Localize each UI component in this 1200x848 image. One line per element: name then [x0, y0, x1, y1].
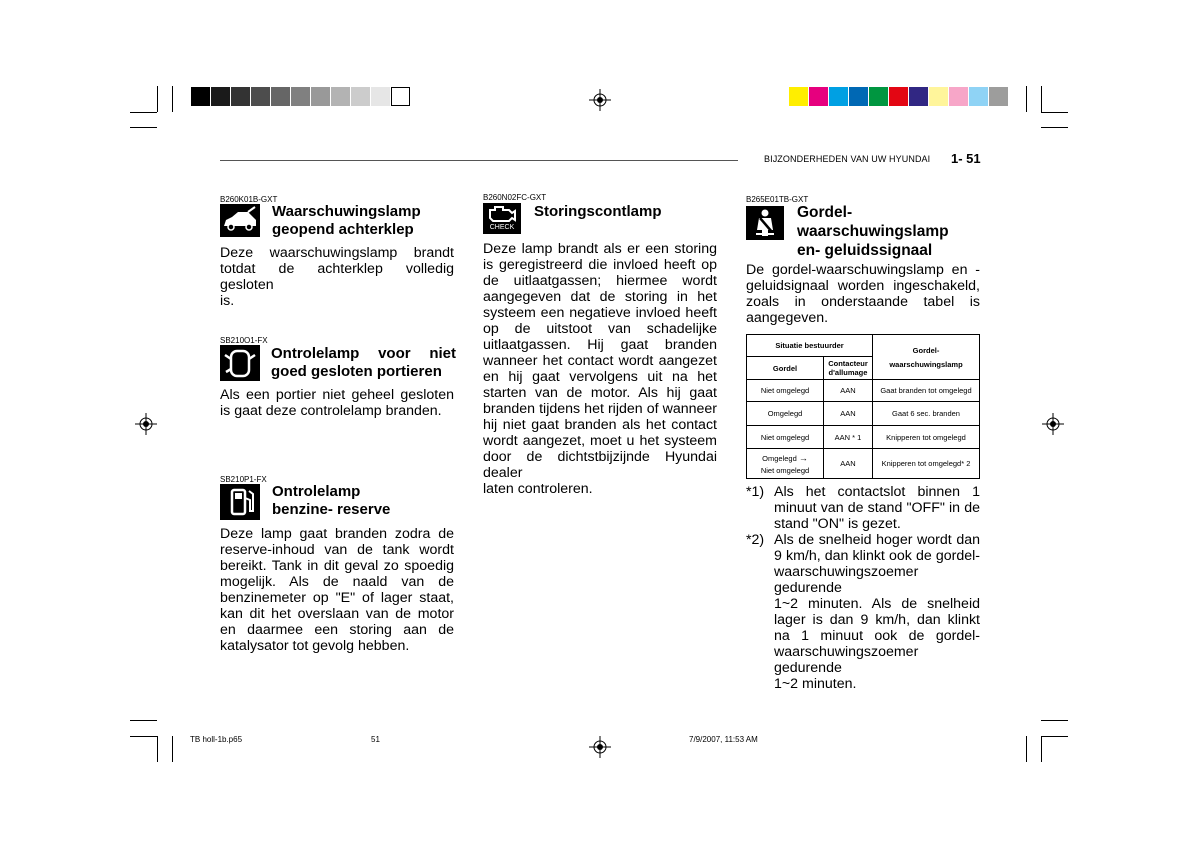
color-swatch	[869, 87, 888, 106]
section-title	[272, 203, 421, 239]
header-line: d'allumage	[828, 368, 868, 377]
color-swatch	[969, 87, 988, 106]
text-line: stand "ON" is gezet.	[774, 516, 901, 532]
footer-file: TB holl-1b.p65	[190, 735, 243, 744]
section-title: Storingscontlamp	[534, 203, 662, 220]
title-line: en- geluidssignaal	[797, 242, 933, 259]
header-line: waarschuwingslamp	[889, 359, 963, 369]
section-code: B260K01B-GXT	[220, 195, 278, 204]
title-line: Waarschuwingslamp	[272, 203, 421, 220]
color-swatch	[211, 87, 230, 106]
color-swatch	[929, 87, 948, 106]
arrow-icon: →	[798, 452, 808, 463]
text-line: waarschuwingszoemer gedurende	[774, 644, 919, 676]
text-line: laten controleren.	[483, 481, 593, 497]
section-title	[272, 483, 390, 519]
text-line: en daarmee een storing aan de	[220, 622, 454, 638]
header-line: Gordel-	[912, 345, 940, 355]
cell-text: Omgelegd	[762, 453, 797, 463]
color-swatch	[191, 87, 210, 106]
footnote-text	[774, 484, 980, 532]
title-line: benzine- reserve	[272, 501, 391, 518]
color-swatch	[849, 87, 868, 106]
footnotes	[746, 484, 980, 692]
section-body	[220, 387, 454, 419]
text-line: Deze waarschuwingslamp brandt	[220, 245, 454, 261]
color-swatch	[331, 87, 350, 106]
section-code: B260N02FC-GXT	[483, 193, 547, 202]
color-swatch	[231, 87, 250, 106]
color-swatch	[809, 87, 828, 106]
footer-timestamp: 7/9/2007, 11:53 AM	[689, 735, 758, 744]
footer-page: 51	[371, 735, 380, 744]
table-cell: AAN	[824, 402, 873, 426]
table-cell: AAN	[824, 449, 873, 479]
text-line: minuut van de stand "OFF" in de	[774, 500, 980, 516]
door-open-icon	[220, 345, 260, 381]
text-line: branden tijdens het rijden of wanneer	[483, 401, 717, 417]
text-line: De gordel-waarschuwingslamp en -	[746, 262, 980, 278]
color-swatch	[789, 87, 808, 106]
text-line: bereikt. Tank in dit geval zo spoedig	[220, 558, 454, 574]
text-line: zoals in onderstaande tabel is	[746, 294, 980, 310]
color-swatch	[271, 87, 290, 106]
seatbelt-icon	[746, 206, 784, 240]
header-rule	[220, 160, 738, 161]
text-line: wanneer het contact wordt aangezet	[483, 353, 717, 369]
section-code: B265E01TB-GXT	[746, 195, 809, 204]
text-line: mogelijk. Als de naald van de	[220, 574, 454, 590]
table-cell: Niet omgelegd	[747, 380, 824, 402]
text-line: Als het contactslot binnen 1	[774, 484, 980, 500]
table-row	[747, 426, 980, 449]
text-line: wordt aangezet, moet u het systeem	[483, 433, 717, 449]
text-line: uitlaatgassen. Hij gaat branden	[483, 337, 717, 353]
color-swatch	[391, 87, 410, 106]
title-line: goed gesloten portieren	[271, 363, 442, 380]
text-line: 1~2 minuten. Als de snelheid	[774, 596, 980, 612]
page-number: 1- 51	[951, 151, 981, 166]
text-line: 9 km/h, dan klinkt ook de gordel-	[774, 548, 980, 564]
section-body	[483, 241, 717, 497]
color-swatch	[989, 87, 1008, 106]
color-swatch	[251, 87, 270, 106]
table-row	[747, 402, 980, 426]
text-line: aangegeven.	[746, 310, 829, 326]
footnote	[746, 484, 980, 532]
table-cell: Omgelegd	[747, 402, 824, 426]
table-header	[873, 335, 980, 380]
car-trunk-open-icon	[220, 204, 260, 237]
check-label: CHECK	[489, 224, 515, 231]
color-swatch	[829, 87, 848, 106]
registration-mark-icon	[589, 89, 611, 111]
color-swatch	[949, 87, 968, 106]
text-line: na 1 minuut ook de gordel-	[774, 628, 980, 644]
section-body	[220, 526, 454, 654]
text-line: op de uitstoot van schadelijke	[483, 321, 717, 337]
text-line: is.	[220, 293, 235, 309]
footnote-key: *1)	[746, 484, 765, 500]
text-line: Deze lamp gaat branden zodra de	[220, 526, 454, 542]
table-cell: Knipperen tot omgelegd* 2	[873, 449, 980, 479]
fuel-pump-icon	[220, 484, 260, 520]
text-line: totdat de achterklep volledig gesloten	[220, 261, 454, 293]
table-cell: Niet omgelegd	[747, 426, 824, 449]
section-code: SB210P1-FX	[220, 475, 267, 484]
title-line: Ontrolelamp voor niet	[271, 345, 456, 362]
section-code: SB210O1-FX	[220, 336, 268, 345]
text-line: 1~2 minuten.	[774, 676, 857, 692]
text-line: de uitlaatgassen; hiermee wordt	[483, 273, 717, 289]
title-line: geopend achterklep	[272, 221, 414, 238]
color-swatch	[311, 87, 330, 106]
running-title: BIJZONDERHEDEN VAN UW HYUNDAI	[764, 154, 931, 164]
title-line: waarschuwingslamp	[797, 223, 949, 240]
text-line: katalysator tot gevolg hebben.	[220, 638, 410, 654]
text-line: Als een portier niet geheel gesloten	[220, 387, 454, 403]
text-line: aangegeven dat de storing in het	[483, 289, 717, 305]
text-line: waarschuwingszoemer gedurende	[774, 564, 919, 596]
text-line: hij niet gaat branden als het contact	[483, 417, 717, 433]
header-line: Contacteur	[828, 359, 868, 368]
text-line: door de dichtstbijzijnde Hyundai dealer	[483, 449, 717, 481]
footnote-text	[774, 532, 980, 692]
table-cell: Gaat branden tot omgelegd	[873, 380, 980, 402]
color-swatch	[351, 87, 370, 106]
table-cell	[747, 449, 824, 479]
text-line: geluidsignaal worden ingeschakeld,	[746, 278, 980, 294]
text-line: kan dit het overslaan van de motor	[220, 606, 454, 622]
text-line: starten van de motor. Als hij gaat	[483, 385, 717, 401]
text-line: benzinemeter op "E" of lager staat,	[220, 590, 454, 606]
registration-mark-icon	[135, 413, 157, 435]
table-cell: Gaat 6 sec. branden	[873, 402, 980, 426]
section-title	[797, 203, 949, 260]
check-engine-icon	[483, 203, 521, 234]
text-line: is geregistreerd die invloed heeft op	[483, 257, 717, 273]
text-line: en hij gaat vervolgens uit na het	[483, 369, 717, 385]
table-row	[747, 380, 980, 402]
table-cell: Knipperen tot omgelegd	[873, 426, 980, 449]
color-swatch	[889, 87, 908, 106]
color-swatch	[909, 87, 928, 106]
seatbelt-warning-table	[746, 334, 980, 479]
section-title	[271, 345, 456, 381]
text-line: lager is dan 9 km/h, dan klinkt	[774, 612, 980, 628]
title-line: Gordel-	[797, 204, 853, 221]
table-row	[747, 449, 980, 479]
text-line: reserve-inhoud van de tank wordt	[220, 542, 454, 558]
registration-mark-icon	[1042, 413, 1064, 435]
table-cell: AAN * 1	[824, 426, 873, 449]
table-header: Gordel	[747, 357, 824, 380]
color-swatch	[291, 87, 310, 106]
text-line: systeem een negatieve invloed heeft	[483, 305, 717, 321]
text-line: Deze lamp brandt als er een storing	[483, 241, 717, 257]
footnote-key: *2)	[746, 532, 765, 548]
cell-text: Niet omgelegd	[760, 465, 810, 475]
text-line: Als de snelheid hoger wordt dan	[774, 532, 980, 548]
registration-mark-icon	[589, 736, 611, 758]
table-header: Situatie bestuurder	[747, 335, 873, 357]
table-cell: AAN	[824, 380, 873, 402]
footnote	[746, 532, 980, 692]
section-body	[220, 245, 454, 309]
title-line: Ontrolelamp	[272, 483, 361, 500]
color-swatch	[371, 87, 390, 106]
section-body	[746, 262, 980, 326]
text-line: is gaat deze controlelamp branden.	[220, 403, 442, 419]
table-header	[824, 357, 873, 380]
